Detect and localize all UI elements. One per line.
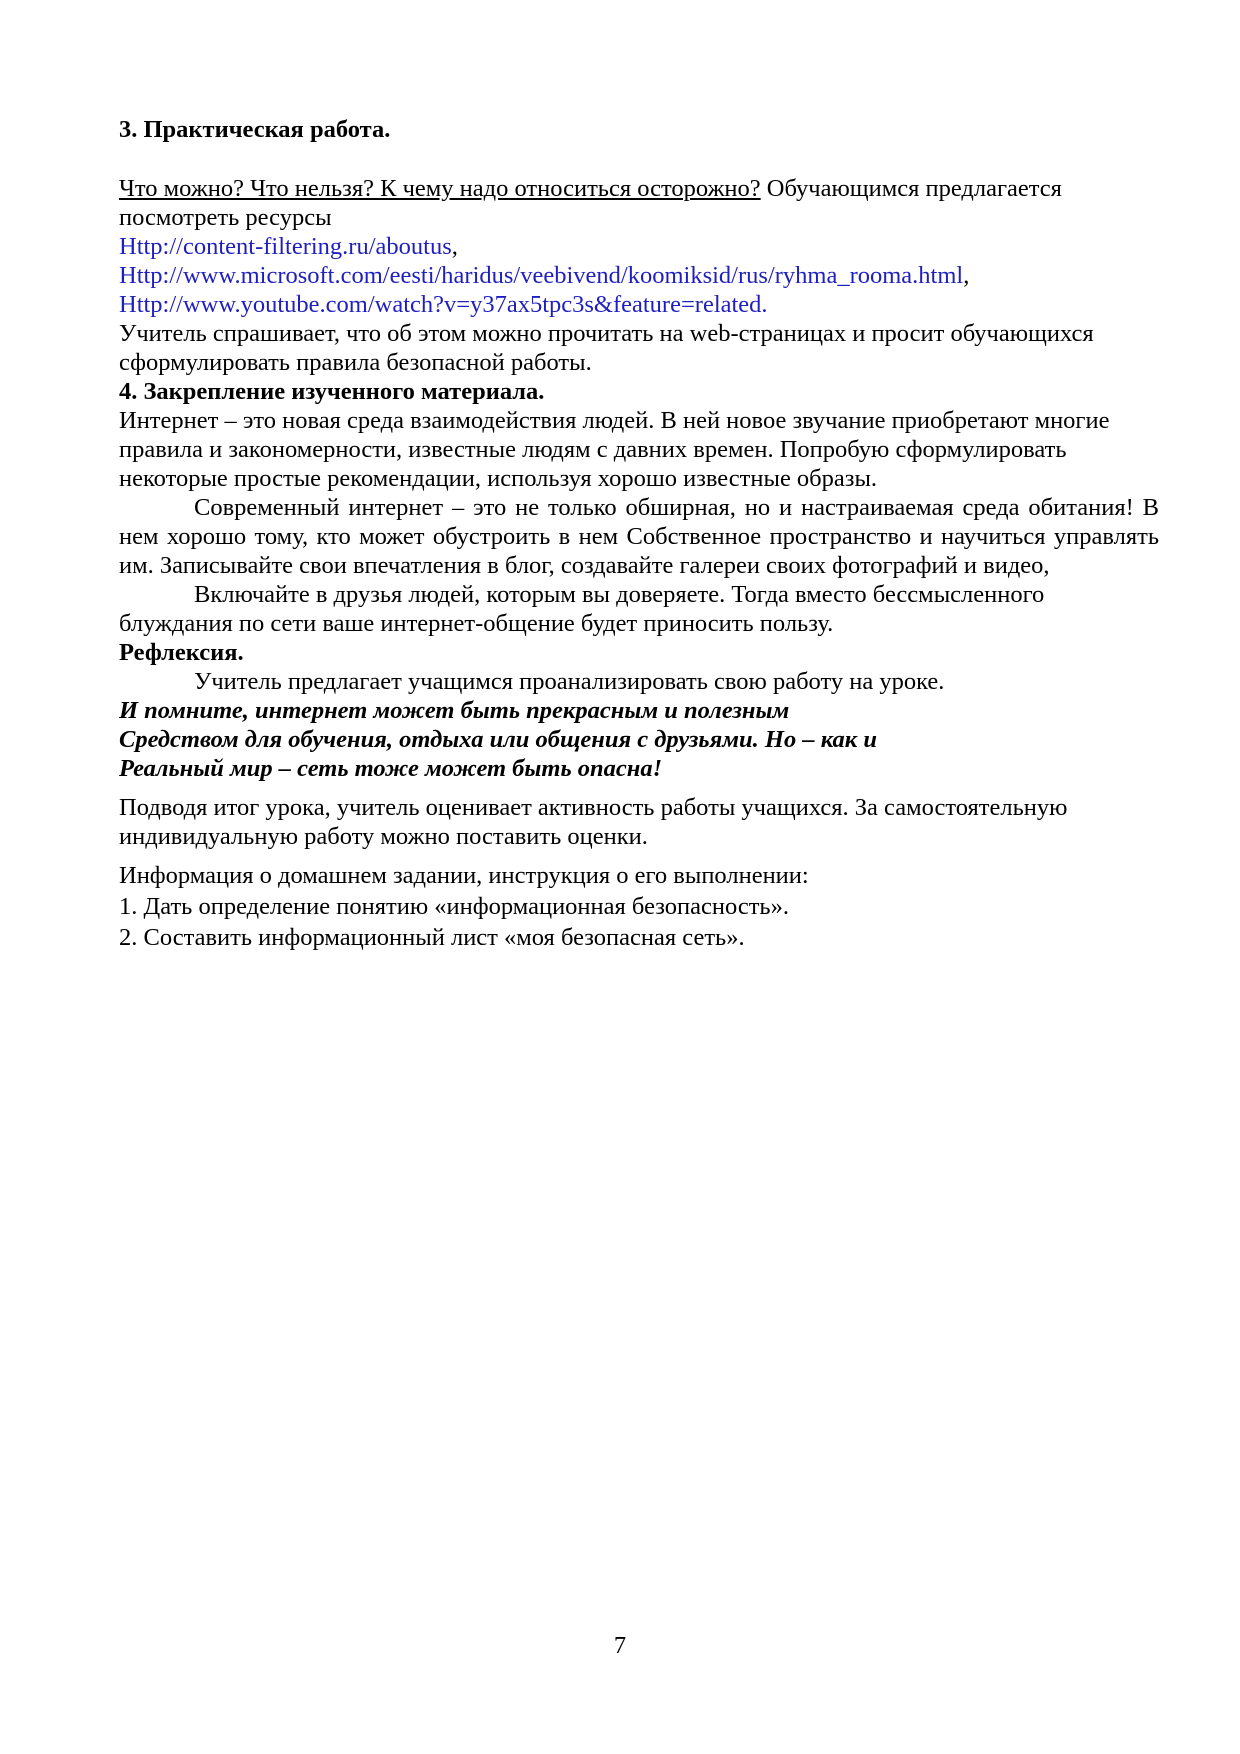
section-4-paragraph-2: Современный интернет – это не только обширная, но и настраиваемая среда обитания! В нем хорошо тому, кто может обустроить в нем Собственное пространство и научиться управлять им. Записывайте свои впечатления в блог, создавайте галереи своих фотографий и видео,	[119, 494, 1159, 579]
reflection-quote	[119, 696, 1159, 783]
page-number: 7	[613, 1632, 627, 1659]
resource-link-content-filtering[interactable]: Http://content-filtering.ru/aboutus,	[119, 233, 458, 260]
quote-line: Средством для обучения, отдыха или общения с друзьями. Но – как и	[119, 726, 877, 753]
section-3-intro	[119, 174, 1159, 232]
reflection-text: Учитель предлагает учащимся проанализировать свою работу на уроке.	[194, 668, 945, 695]
quote-line: И помните, интернет может быть прекрасным и полезным	[119, 697, 790, 724]
section-4-paragraph-3: Включайте в друзья людей, которым вы доверяете. Тогда вместо бессмысленного блуждания по сети ваше интернет-общение будет приносить пользу.	[119, 581, 1045, 637]
resource-link-youtube[interactable]: Http://www.youtube.com/watch?v=y37ax5tpc3s&feature=related.	[119, 291, 768, 318]
section-4-heading: 4. Закрепление изученного материала.	[119, 378, 545, 405]
resource-link-microsoft[interactable]: Http://www.microsoft.com/eesti/haridus/veebivend/koomiksid/rus/ryhma_rooma.html,	[119, 262, 970, 289]
intro-rest: Обучающимся предлагается посмотреть ресурсы	[119, 175, 1062, 231]
reflection-heading: Рефлексия.	[119, 639, 244, 666]
intro-questions: Что можно? Что нельзя? К чему надо относиться осторожно?	[119, 175, 761, 202]
document-page	[119, 115, 1159, 952]
resource-links	[119, 232, 1159, 319]
quote-line: Реальный мир – сеть тоже может быть опасна!	[119, 755, 663, 782]
homework-intro: Информация о домашнем задании, инструкция о его выполнении:	[119, 862, 809, 889]
homework-item: 2. Составить информационный лист «моя безопасная сеть».	[119, 924, 745, 951]
lesson-summary: Подводя итог урока, учитель оценивает активность работы учащихся. За самостоятельную индивидуальную работу можно поставить оценки.	[119, 794, 1068, 850]
teacher-question-text: Учитель спрашивает, что об этом можно прочитать на web-страницах и просит обучающихся сформулировать правила безопасной работы.	[119, 320, 1094, 376]
section-3-heading: 3. Практическая работа.	[119, 116, 391, 143]
section-4-paragraph-1: Интернет – это новая среда взаимодействия людей. В ней новое звучание приобретают многие правила и закономерности, известные людям с давних времен. Попробую сформулировать некоторые простые рекомендации, используя хорошо известные образы.	[119, 407, 1110, 492]
homework-item: 1. Дать определение понятию «информационная безопасность».	[119, 893, 789, 920]
